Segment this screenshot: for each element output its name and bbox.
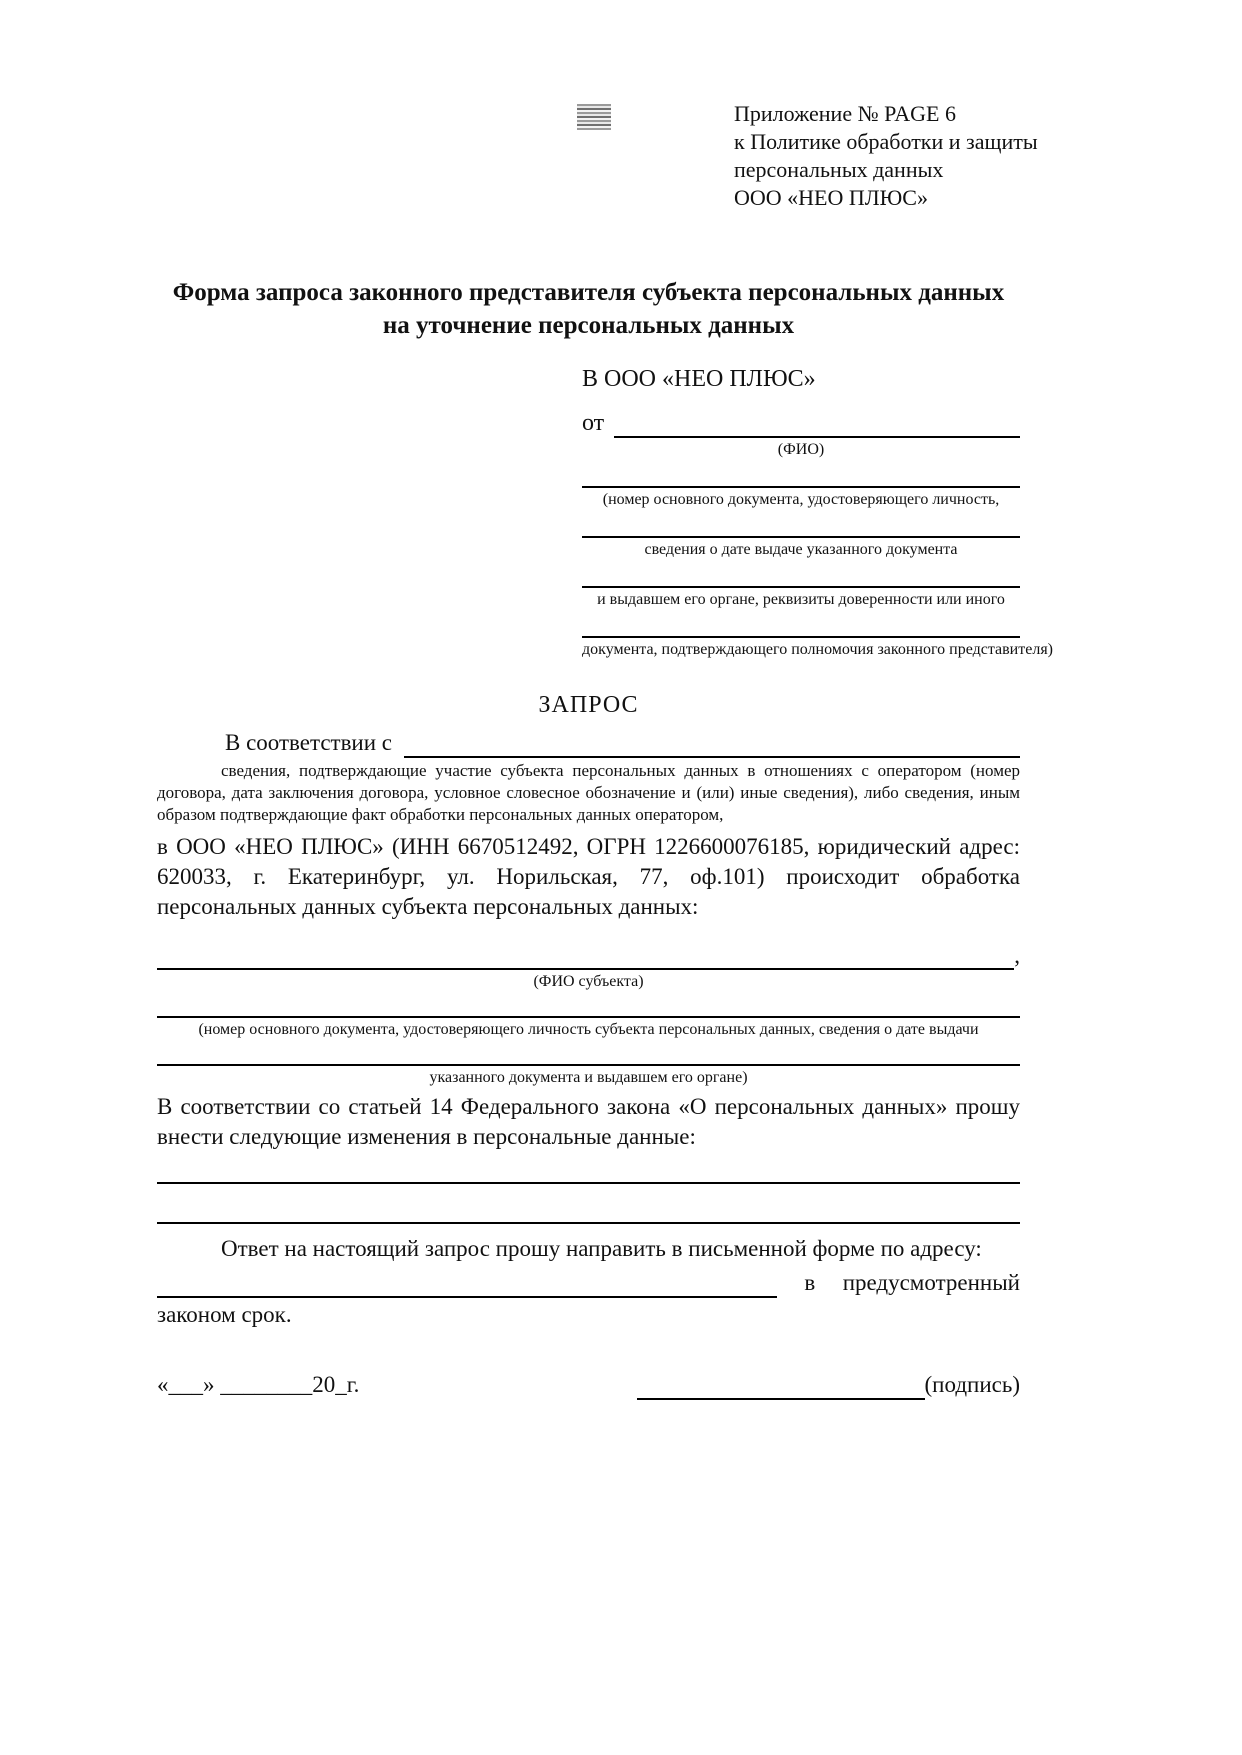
subject-fio-caption: (ФИО субъекта) [533,973,644,990]
amendment-paragraph: В соответствии со статьей 14 Федерального закона «О персональных данных» прошу внести следующие изменения в персональные данные: [157,1094,1020,1149]
reply-intro: Ответ на настоящий запрос прошу направить в письменной форме по адресу: [221,1236,982,1261]
inline-image-artifact [577,104,611,130]
subject-doc-caption-2: указанного документа и выдавшем его органе) [429,1069,748,1086]
representative-doc-line-3 [582,586,1020,588]
legal-basis-fill-line [404,756,1020,758]
representative-doc-caption-1: (номер основного документа, удостоверяющего личность, [602,491,1000,508]
subject-fio-row [157,942,1020,970]
appendix-header [734,100,1038,212]
signature-date-blank: «___» ________20_г. [157,1372,360,1397]
from-row [582,408,1020,438]
request-heading: ЗАПРОС [538,692,639,718]
page-header [157,100,1038,212]
representative-doc-caption-3: и выдавшем его органе, реквизиты доверенности или иного [597,591,1005,608]
representative-doc-line-1 [582,486,1020,488]
fio-caption: (ФИО) [777,441,825,458]
policy-reference-line-1: к Политике обработки и защиты [734,129,1038,154]
signature-fill-line [637,1398,925,1400]
form-title [157,276,1020,342]
changes-fill-line-2 [157,1222,1020,1224]
subject-doc-line-2 [157,1064,1020,1066]
from-label: от [582,410,605,436]
representative-doc-line-4 [582,636,1020,638]
reply-address-fill-line [157,1296,777,1298]
subject-doc-caption-1: (номер основного документа, удостоверяющего личность субъекта персональных данных, сведения о дате выдачи [198,1021,979,1038]
representative-doc-caption-2: сведения о дате выдаче указанного документа [644,541,958,558]
reply-word-in: в [804,1270,816,1295]
subject-fio-fill-line [157,968,1014,970]
representative-doc-line-2 [582,536,1020,538]
organization-name: ООО «НЕО ПЛЮС» [734,185,928,210]
reply-address-row [157,1268,1020,1298]
recipient-block [582,364,1053,660]
representative-doc-caption-4: документа, подтверждающего полномочия законного представителя) [582,641,1053,658]
signature-caption: (подпись) [924,1372,1020,1397]
signature-row [157,1370,1020,1400]
reply-tail: законом срок. [157,1302,292,1327]
legal-basis-row [157,728,1020,758]
clarification-footnote: сведения, подтверждающие участие субъекта персональных данных в отношениях с оператором (номер договора, дата заключения договора, условное словесное обозначение и (или) иные сведения), либо сведения, иным образом подтверждающие факт обработки персональных данных оператором, [157,761,1020,824]
changes-fill-line-1 [157,1182,1020,1184]
signature-area [637,1370,1020,1400]
from-fill-line [614,436,1020,438]
subject-trailing-comma: , [1014,943,1020,968]
appendix-number-line: Приложение № PAGE 6 [734,101,956,126]
legal-basis-prefix: В соответствии с [225,730,393,755]
recipient-to: В ООО «НЕО ПЛЮС» [582,366,816,392]
form-title-line-1: Форма запроса законного представителя субъекта персональных данных [172,279,1005,306]
reply-word-stipulated: предусмотренный [842,1270,1020,1295]
subject-doc-line-1 [157,1016,1020,1018]
form-title-line-2: на уточнение персональных данных [382,312,795,339]
operator-paragraph: в ООО «НЕО ПЛЮС» (ИНН 6670512492, ОГРН 1226600076185, юридический адрес: 620033, г. Екатеринбург, ул. Норильская, 77, оф.101) происходит обработка персональных данных субъекта персональных данных: [157,834,1020,919]
policy-reference-line-2: персональных данных [734,157,944,182]
